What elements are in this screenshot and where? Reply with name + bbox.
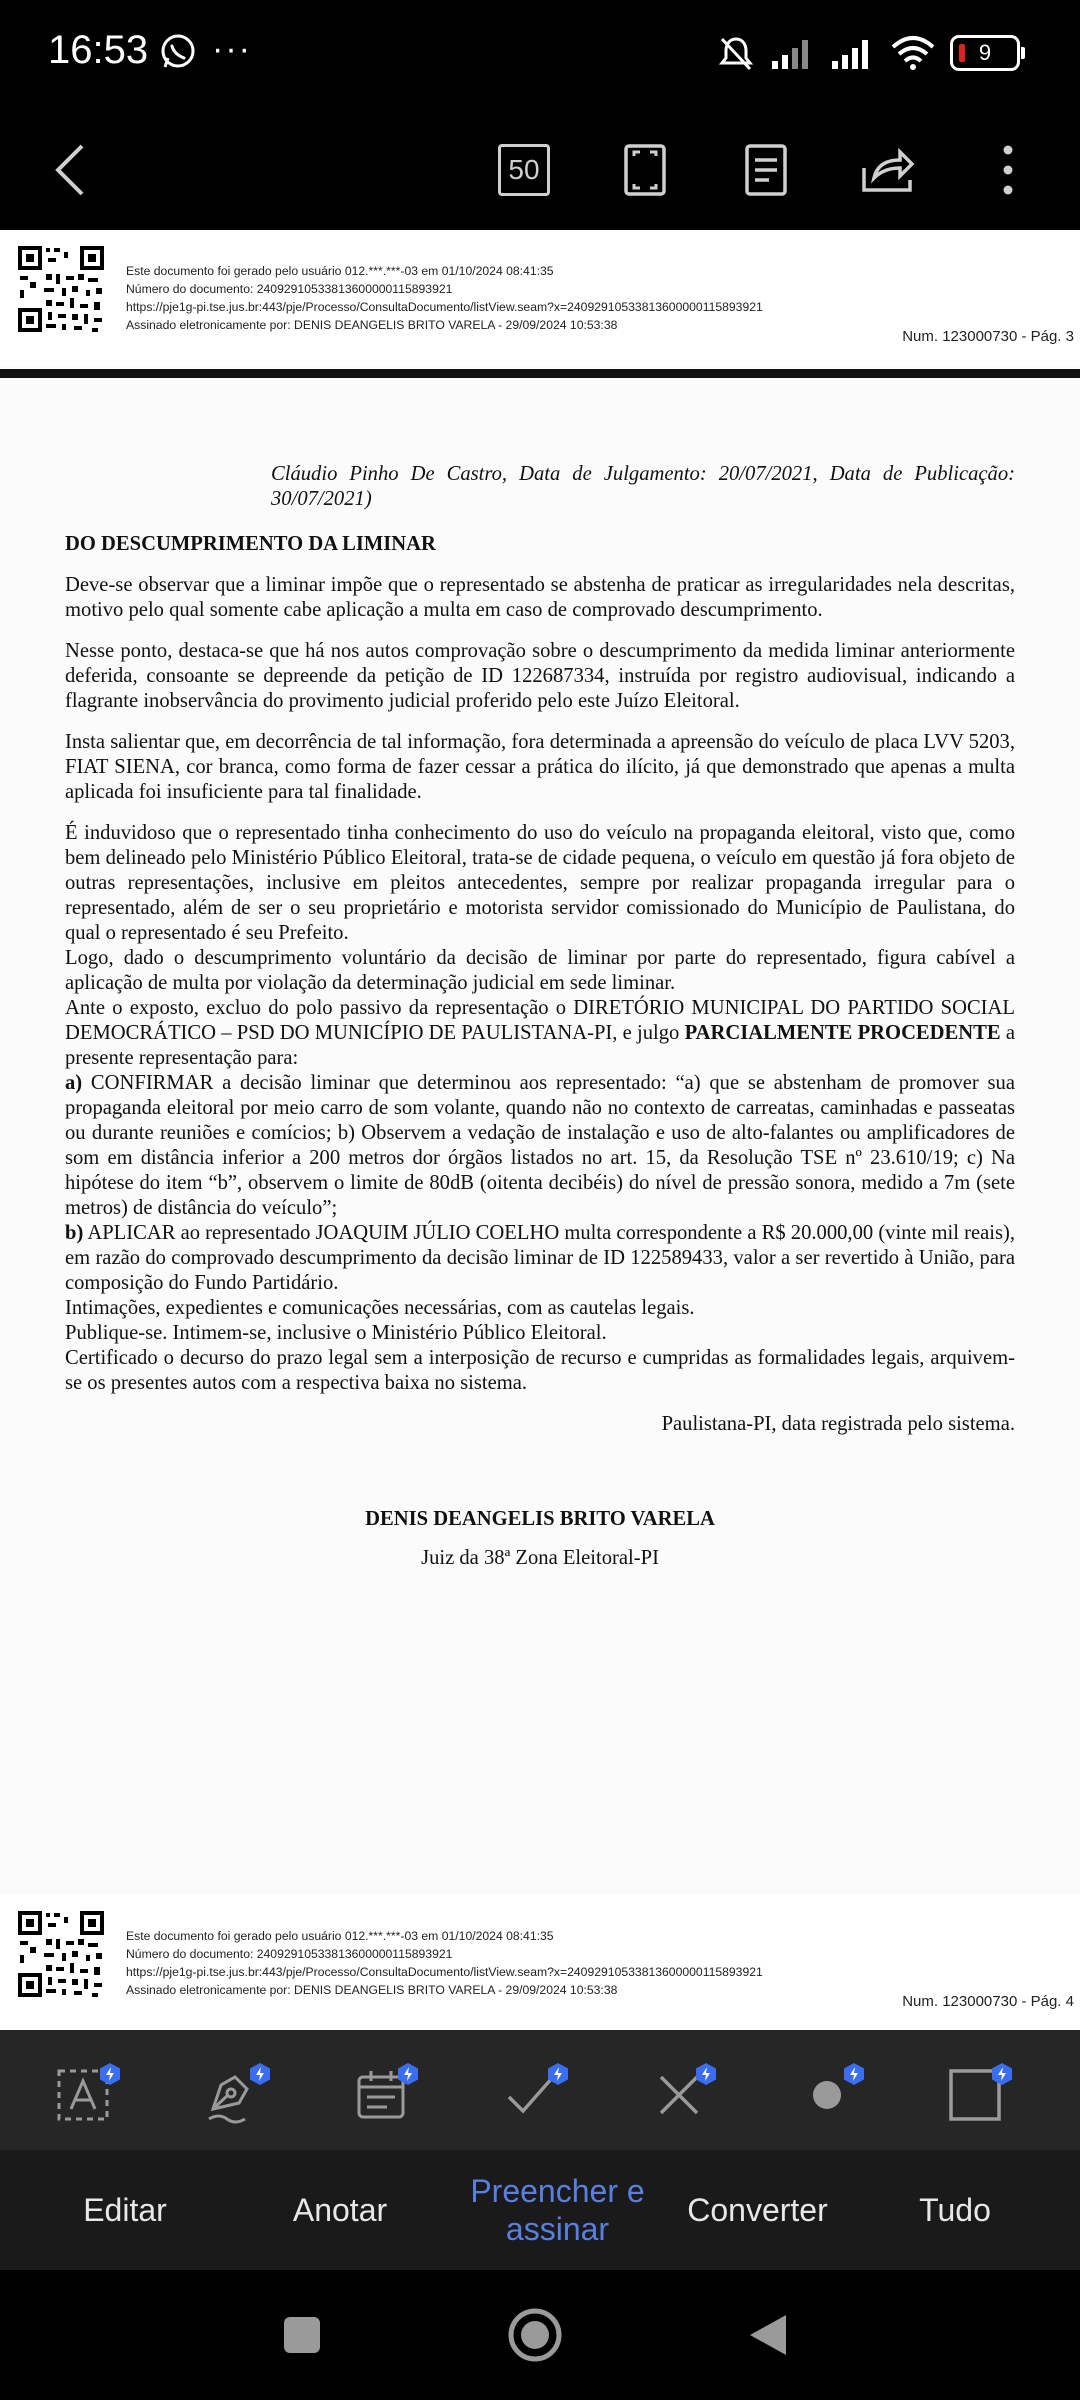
signature-tool[interactable] <box>188 2050 278 2140</box>
item-label: b) <box>65 1222 84 1244</box>
paragraph: Intimações, expedientes e comunicações necessárias, com as cautelas legais. <box>65 1297 695 1319</box>
text-field-tool[interactable] <box>38 2050 128 2140</box>
footer-line: Assinado eletronicamente por: DENIS DEANGELIS BRITO VARELA - 29/09/2024 10:53:38 <box>126 318 618 332</box>
rectangle-tool[interactable] <box>930 2050 1020 2140</box>
place-date: Paulistana-PI, data registrada pelo sistema. <box>661 1413 1015 1435</box>
footer-text <box>126 262 763 334</box>
premium-badge-icon <box>98 2062 122 2086</box>
footer-line: Número do documento: 24092910533813600000115893921 <box>126 282 453 296</box>
share-button[interactable] <box>848 130 928 210</box>
clock: 16:53 <box>48 28 149 72</box>
document-icon <box>741 142 791 198</box>
premium-badge-icon <box>990 2062 1014 2086</box>
footer-line: https://pje1g-pi.tse.jus.br:443/pje/Processo/ConsultaDocumento/listView.seam?x=24092910533813600000115893921 <box>126 1965 763 1979</box>
citation-quote: Cláudio Pinho De Castro, Data de Julgamento: 20/07/2021, Data de Publicação: 30/07/2021) <box>271 463 1015 510</box>
status-icons <box>716 30 1020 76</box>
item-a <box>65 1071 1015 1221</box>
footer-line: Este documento foi gerado pelo usuário 012.***.***-03 em 01/10/2024 08:41:35 <box>126 264 554 278</box>
footer-line: Este documento foi gerado pelo usuário 012.***.***-03 em 01/10/2024 08:41:35 <box>126 1929 554 1943</box>
qr-code <box>16 1909 106 1999</box>
more-options-button[interactable] <box>968 130 1048 210</box>
square-icon <box>282 2315 322 2355</box>
paragraph: Certificado o decurso do prazo legal sem a interposição de recurso e cumpridas as formalidades legais, arquivem-se os presentes autos com a respectiva baixa no sistema. <box>65 1347 1015 1394</box>
footer-line: Assinado eletronicamente por: DENIS DEANGELIS BRITO VARELA - 29/09/2024 10:53:38 <box>126 1983 618 1997</box>
signer-name: DENIS DEANGELIS BRITO VARELA <box>365 1508 715 1530</box>
page-number: Num. 123000730 - Pág. 4 <box>902 1993 1074 2010</box>
footer-line: Número do documento: 24092910533813600000115893921 <box>126 1947 453 1961</box>
bottom-tab-bar <box>0 2150 1080 2270</box>
tab-convert[interactable]: Converter <box>687 2192 828 2228</box>
share-icon <box>858 142 918 198</box>
home-circle-icon <box>505 2305 565 2365</box>
bell-muted-icon <box>716 33 756 73</box>
tab-annotate[interactable]: Anotar <box>292 2192 388 2228</box>
chevron-left-icon <box>50 140 90 200</box>
paragraph: Insta salientar que, em decorrência de tal informação, fora determinada a apreensão do veículo de placa LVV 5203, FIAT SIENA, cor branca, como forma de fazer cessar a prática do ilícito, já que demonstrado que apenas a multa aplicada foi insuficiente para tal finalidade. <box>65 731 1015 803</box>
item-b <box>65 1221 1015 1296</box>
page-3-footer <box>0 230 1080 365</box>
tab-fill-sign[interactable]: Preencher e assinar <box>470 2173 645 2247</box>
fullscreen-button[interactable] <box>605 130 685 210</box>
zoom-button[interactable] <box>484 130 564 210</box>
page-4-footer <box>0 1895 1080 2030</box>
verdict-bold: PARCIALMENTE PROCEDENTE <box>684 1022 1001 1044</box>
recents-button[interactable] <box>267 2300 337 2370</box>
page-4-body <box>65 462 1015 1571</box>
document-viewer[interactable] <box>0 230 1080 2030</box>
nav-back-button[interactable] <box>733 2300 803 2370</box>
paragraph-text: a presente representação para: <box>65 1022 1015 1069</box>
premium-badge-icon <box>248 2062 272 2086</box>
page-number: Num. 123000730 - Pág. 3 <box>902 328 1074 345</box>
footer-line: https://pje1g-pi.tse.jus.br:443/pje/Processo/ConsultaDocumento/listView.seam?x=24092910533813600000115893921 <box>126 300 763 314</box>
fullscreen-icon <box>620 142 670 198</box>
paragraph: É induvidoso que o representado tinha conhecimento do uso do veículo na propaganda eleitoral, visto que, como bem delineado pelo Ministério Público Eleitoral, trata-se de cidade pequena, o veículo em questão já fora objeto de outras representações, inclusive em pleitos antecedentes, sempre por realizar propaganda irregular para o representado, além de ser o seu proprietário e motorista servidor comissionado do Município de Paulistana, do qual o representado é seu Prefeito. <box>65 822 1015 944</box>
system-nav-bar <box>0 2270 1080 2400</box>
premium-badge-icon <box>546 2062 570 2086</box>
zoom-level: 50 <box>498 144 550 196</box>
paragraph <box>65 996 1015 1071</box>
section-heading: DO DESCUMPRIMENTO DA LIMINAR <box>65 533 436 555</box>
checkmark-tool[interactable] <box>486 2050 576 2140</box>
footer-text <box>126 1927 763 1999</box>
tab-edit[interactable]: Editar <box>83 2192 167 2228</box>
more-vertical-icon <box>998 140 1018 200</box>
signer-role: Juiz da 38ª Zona Eleitoral-PI <box>421 1547 659 1569</box>
home-button[interactable] <box>500 2300 570 2370</box>
back-button[interactable] <box>30 130 110 210</box>
paragraph-text: Ante o exposto, excluo do polo passivo da representação o DIRETÓRIO MUNICIPAL DO PARTIDO SOCIAL DEMOCRÁTICO – PSD DO MUNICÍPIO DE PAULISTANA-PI, e julgo <box>65 997 1015 1044</box>
fill-sign-tools <box>0 2030 1080 2150</box>
more-notifications-icon: ··· <box>212 30 252 68</box>
paragraph: Nesse ponto, destaca-se que há nos autos comprovação sobre o descumprimento da medida liminar anteriormente deferida, consoante se depreende da petição de ID 122687334, instruída por registro audiovisual, indicando a flagrante inobservância do provimento judicial proferido pelo este Juízo Eleitoral. <box>65 640 1015 712</box>
battery-level: 9 <box>978 40 992 65</box>
page-separator <box>0 369 1080 378</box>
item-text: APLICAR ao representado JOAQUIM JÚLIO COELHO multa correspondente a R$ 20.000,00 (vinte mil reais), em razão do comprovado descumprimento da decisão liminar de ID 122589433, valor a ser revertido à União, para composição do Fundo Partidário. <box>65 1222 1015 1294</box>
paragraph: Publique-se. Intimem-se, inclusive o Ministério Público Eleitoral. <box>65 1322 607 1344</box>
signal-1-icon <box>770 35 816 71</box>
wifi-icon <box>890 34 936 72</box>
cross-tool[interactable] <box>634 2050 724 2140</box>
top-toolbar <box>0 110 1080 230</box>
dot-tool[interactable] <box>782 2050 872 2140</box>
qr-code <box>16 244 106 334</box>
tab-all[interactable]: Tudo <box>919 2192 991 2228</box>
date-tool[interactable] <box>336 2050 426 2140</box>
paragraph: Logo, dado o descumprimento voluntário da decisão de liminar por parte do representado, figura cabível a aplicação de multa por violação da determinação judicial em sede liminar. <box>65 947 1015 994</box>
paragraph: Deve-se observar que a liminar impõe que o representado se abstenha de praticar as irregularidades nela descritas, motivo pelo qual somente cabe aplicação a multa em caso de comprovado descumprimento. <box>65 574 1015 621</box>
item-text: CONFIRMAR a decisão liminar que determinou aos representado: “a) que se abstenham de promover sua propaganda eleitoral por meio carro de som volante, quando não no contexto de carreatas, caminhadas e passeatas ou durante reuniões e comícios; b) Observem a vedação de instalação e uso de alto-falantes ou amplificadores de som em distância inferior a 200 metros dor órgãos listados no art. 15, da Resolução TSE nº 23.610/19; c) Na hipótese do item “b”, observem o limite de 80dB (oitenta decibéis) do nível de pressão sonora, medido a 7m (sete metros) de distância do veículo”; <box>65 1072 1015 1219</box>
page-view-button[interactable] <box>726 130 806 210</box>
battery-icon <box>950 35 1020 71</box>
premium-badge-icon <box>396 2062 420 2086</box>
item-label: a) <box>65 1072 83 1094</box>
triangle-back-icon <box>746 2311 790 2359</box>
premium-badge-icon <box>842 2062 866 2086</box>
signal-2-icon <box>830 35 876 71</box>
status-bar <box>0 0 1080 110</box>
premium-badge-icon <box>694 2062 718 2086</box>
whatsapp-icon <box>158 32 198 72</box>
